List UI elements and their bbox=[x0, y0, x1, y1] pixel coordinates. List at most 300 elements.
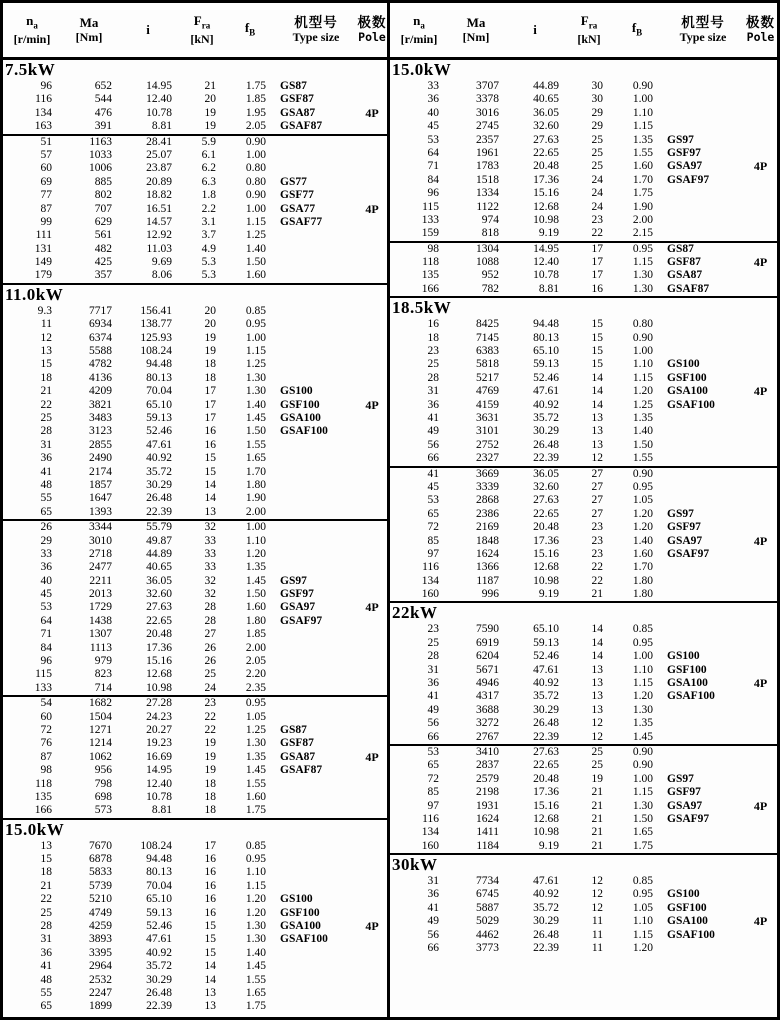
cell-pole bbox=[357, 778, 387, 791]
cell-i: 28.41 bbox=[146, 135, 172, 148]
cell-fb: 1.30 bbox=[245, 385, 266, 398]
table-row bbox=[3, 189, 387, 202]
cell-i: 27.63 bbox=[533, 133, 559, 146]
cell-fb: 1.50 bbox=[245, 256, 266, 269]
cell-fra: 12 bbox=[591, 717, 603, 730]
cell-type-size: GSF87 bbox=[667, 256, 701, 269]
cell-na: 49 bbox=[427, 915, 439, 928]
cell-type-size: GS97 bbox=[667, 772, 694, 785]
cell-fra: 14 bbox=[591, 636, 603, 649]
cell-pole bbox=[744, 107, 777, 120]
cell-type-size: GS97 bbox=[667, 507, 694, 520]
column-header-fra-label: $F_{ra}$ bbox=[193, 12, 211, 31]
cell-i: 70.04 bbox=[146, 879, 172, 892]
column-header-fra bbox=[179, 14, 225, 47]
cell-fb: 1.30 bbox=[245, 737, 266, 750]
cell-fb: 1.85 bbox=[245, 628, 266, 641]
table-row bbox=[3, 521, 387, 534]
table-row bbox=[3, 256, 387, 269]
cell-ma: 573 bbox=[94, 804, 112, 817]
cell-na: 160 bbox=[421, 839, 439, 852]
table-row bbox=[390, 942, 777, 955]
cell-fb: 1.85 bbox=[245, 93, 266, 106]
cell-i: 9.19 bbox=[538, 227, 559, 240]
cell-fb: 1.00 bbox=[632, 650, 653, 663]
cell-na: 118 bbox=[35, 777, 52, 790]
cell-i: 16.51 bbox=[146, 202, 172, 215]
cell-i: 36.05 bbox=[533, 106, 559, 119]
data-block bbox=[390, 466, 777, 602]
table-row bbox=[3, 358, 387, 371]
cell-i: 40.92 bbox=[533, 398, 559, 411]
cell-fra: 25 bbox=[591, 133, 603, 146]
column-header-ma-unit: [Nm] bbox=[75, 30, 103, 44]
cell-na: 36 bbox=[427, 888, 439, 901]
cell-fra: 23 bbox=[591, 534, 603, 547]
cell-fb: 1.40 bbox=[245, 946, 266, 959]
cell-fra: 15 bbox=[204, 920, 216, 933]
cell-ma: 544 bbox=[94, 93, 112, 106]
cell-i: 156.41 bbox=[140, 304, 172, 317]
cell-fb: 1.65 bbox=[245, 987, 266, 999]
cell-na: 54 bbox=[40, 697, 52, 710]
cell-fb: 1.35 bbox=[632, 717, 653, 730]
cell-pole bbox=[357, 880, 387, 893]
cell-na: 66 bbox=[427, 730, 439, 743]
cell-fra: 19 bbox=[204, 750, 216, 763]
cell-ma: 6204 bbox=[476, 650, 499, 663]
cell-pole bbox=[744, 283, 777, 296]
cell-na: 115 bbox=[35, 668, 52, 681]
cell-ma: 2837 bbox=[476, 759, 499, 772]
cell-ma: 1624 bbox=[476, 547, 499, 560]
cell-fra: 3.7 bbox=[201, 229, 216, 242]
cell-ma: 1518 bbox=[476, 173, 499, 186]
column-header-pole-label: 极数 bbox=[357, 15, 387, 30]
cell-type-size: GSAF77 bbox=[280, 215, 323, 228]
cell-fra: 24 bbox=[591, 200, 603, 213]
cell-fb: 1.70 bbox=[632, 561, 653, 574]
column-header-fb-subscript: B bbox=[249, 27, 256, 38]
cell-fb: 0.90 bbox=[632, 467, 653, 480]
cell-fra: 14 bbox=[591, 398, 603, 411]
cell-fra: 33 bbox=[204, 534, 216, 547]
table-row bbox=[3, 162, 387, 175]
cell-i: 27.28 bbox=[146, 697, 172, 710]
cell-type-size bbox=[275, 711, 357, 724]
cell-fra: 15 bbox=[204, 933, 216, 946]
cell-type-size: GS100 bbox=[280, 385, 313, 398]
cell-ma: 391 bbox=[94, 120, 112, 133]
cell-na: 85 bbox=[427, 534, 439, 547]
cell-ma: 3669 bbox=[476, 467, 499, 480]
cell-pole bbox=[357, 93, 387, 106]
section-title: 15.0kW bbox=[5, 819, 65, 839]
cell-ma: 1504 bbox=[89, 710, 112, 723]
cell-fra: 14 bbox=[204, 960, 216, 973]
cell-i: 12.40 bbox=[146, 93, 172, 106]
cell-fb: 0.95 bbox=[245, 697, 266, 710]
cell-type-size: GS100 bbox=[280, 893, 313, 906]
cell-type-size: GS100 bbox=[667, 888, 700, 901]
column-header-type-label: 机型号 bbox=[294, 15, 338, 30]
cell-type-size bbox=[275, 987, 357, 1000]
table-row bbox=[390, 929, 777, 942]
cell-ma: 4317 bbox=[476, 690, 499, 703]
cell-fb: 1.55 bbox=[245, 777, 266, 790]
cell-fb: 1.15 bbox=[632, 256, 653, 269]
column-header-na-unit: [r/min] bbox=[400, 32, 438, 47]
cell-ma: 8425 bbox=[476, 318, 499, 331]
cell-ma: 2247 bbox=[89, 987, 112, 999]
cell-type-size bbox=[662, 468, 744, 481]
cell-i: 52.46 bbox=[533, 371, 559, 384]
cell-ma: 1899 bbox=[89, 1000, 112, 1013]
table-row bbox=[3, 332, 387, 345]
cell-na: 60 bbox=[40, 162, 52, 175]
cell-na: 9.3 bbox=[37, 304, 52, 317]
cell-na: 96 bbox=[40, 655, 52, 668]
cell-type-size bbox=[275, 318, 357, 331]
cell-i: 80.13 bbox=[146, 371, 172, 384]
cell-fb: 1.20 bbox=[632, 385, 653, 398]
cell-fra: 11 bbox=[591, 915, 603, 928]
cell-pole bbox=[744, 942, 777, 955]
cell-pole bbox=[744, 650, 777, 663]
cell-na: 56 bbox=[427, 438, 439, 451]
cell-fb: 1.00 bbox=[632, 345, 653, 358]
table-row bbox=[3, 492, 387, 505]
cell-fb: 1.75 bbox=[632, 839, 653, 852]
table-row bbox=[390, 677, 777, 690]
table-row bbox=[390, 561, 777, 574]
cell-na: 66 bbox=[427, 942, 439, 955]
cell-ma: 782 bbox=[481, 282, 499, 295]
cell-pole bbox=[357, 668, 387, 681]
cell-ma: 561 bbox=[94, 229, 112, 242]
cell-ma: 3410 bbox=[476, 745, 499, 758]
table-row bbox=[3, 425, 387, 438]
cell-fra: 12 bbox=[591, 888, 603, 901]
cell-ma: 1214 bbox=[89, 737, 112, 750]
cell-fb: 1.10 bbox=[632, 915, 653, 928]
cell-type-size bbox=[275, 628, 357, 641]
column-header-na-subscript: a bbox=[33, 20, 38, 31]
cell-ma: 1122 bbox=[476, 200, 499, 213]
cell-i: 14.57 bbox=[146, 215, 172, 228]
cell-na: 116 bbox=[422, 561, 439, 574]
cell-fra: 29 bbox=[591, 106, 603, 119]
cell-fb: 1.20 bbox=[245, 906, 266, 919]
cell-na: 66 bbox=[427, 452, 439, 465]
power-section-15-0kW bbox=[390, 60, 777, 296]
cell-pole bbox=[357, 136, 387, 149]
cell-pole bbox=[357, 149, 387, 162]
cell-ma: 5887 bbox=[476, 901, 499, 914]
cell-fb: 1.20 bbox=[632, 942, 653, 955]
cell-fb: 1.80 bbox=[632, 588, 653, 601]
cell-i: 65.10 bbox=[146, 893, 172, 906]
cell-fra: 5.3 bbox=[201, 269, 216, 282]
cell-i: 12.68 bbox=[533, 561, 559, 574]
column-header-fra-unit: [kN] bbox=[577, 32, 601, 47]
cell-type-size: GSA100 bbox=[280, 411, 321, 424]
column-header-type-label: 机型号 bbox=[681, 15, 725, 30]
cell-pole bbox=[357, 452, 387, 465]
cell-type-size: GSAF100 bbox=[280, 933, 328, 946]
column-header-ma bbox=[61, 16, 117, 44]
cell-type-size bbox=[275, 778, 357, 791]
table-row bbox=[390, 120, 777, 133]
cell-i: 15.16 bbox=[533, 547, 559, 560]
cell-na: 40 bbox=[427, 106, 439, 119]
cell-fra: 16 bbox=[591, 282, 603, 295]
cell-type-size bbox=[275, 655, 357, 668]
cell-type-size bbox=[662, 214, 744, 227]
cell-pole bbox=[357, 588, 387, 601]
cell-ma: 4259 bbox=[89, 920, 112, 933]
cell-type-size bbox=[662, 201, 744, 214]
cell-i: 20.27 bbox=[146, 723, 172, 736]
cell-fra: 1.8 bbox=[201, 189, 216, 202]
cell-fra: 22 bbox=[204, 710, 216, 723]
table-row bbox=[390, 800, 777, 813]
table-row bbox=[390, 425, 777, 438]
table-row bbox=[3, 737, 387, 750]
table-row bbox=[390, 548, 777, 561]
table-row bbox=[390, 318, 777, 331]
cell-fra: 14 bbox=[591, 623, 603, 636]
cell-fb: 1.15 bbox=[632, 677, 653, 690]
cell-i: 30.29 bbox=[146, 478, 172, 491]
cell-type-size: GSF97 bbox=[667, 521, 701, 534]
cell-i: 40.92 bbox=[146, 452, 172, 465]
cell-type-size bbox=[662, 227, 744, 240]
cell-na: 135 bbox=[421, 269, 439, 282]
cell-i: 10.78 bbox=[533, 269, 559, 282]
cell-i: 16.69 bbox=[146, 750, 172, 763]
cell-i: 40.92 bbox=[533, 677, 559, 690]
cell-fra: 6.2 bbox=[201, 162, 216, 175]
cell-type-size bbox=[275, 866, 357, 879]
cell-na: 134 bbox=[421, 574, 439, 587]
cell-i: 15.16 bbox=[533, 799, 559, 812]
cell-type-size: GSA100 bbox=[667, 677, 708, 690]
cell-na: 25 bbox=[40, 411, 52, 424]
cell-na: 53 bbox=[427, 745, 439, 758]
cell-fra: 12 bbox=[591, 452, 603, 465]
cell-fb: 1.75 bbox=[245, 804, 266, 817]
table-row bbox=[3, 960, 387, 973]
cell-fra: 25 bbox=[591, 146, 603, 159]
table-row bbox=[3, 216, 387, 229]
cell-i: 15.16 bbox=[146, 655, 172, 668]
cell-fb: 1.15 bbox=[632, 371, 653, 384]
cell-ma: 2174 bbox=[89, 465, 112, 478]
cell-pole bbox=[744, 93, 777, 106]
cell-fb: 1.45 bbox=[245, 411, 266, 424]
cell-ma: 4782 bbox=[89, 358, 112, 371]
cell-fb: 0.85 bbox=[632, 623, 653, 636]
cell-fra: 13 bbox=[591, 438, 603, 451]
cell-type-size: GSF100 bbox=[280, 398, 320, 411]
cell-type-size bbox=[662, 93, 744, 106]
cell-type-size bbox=[275, 479, 357, 492]
cell-fb: 1.40 bbox=[632, 534, 653, 547]
power-section-15-0kW bbox=[3, 818, 387, 1014]
cell-fra: 24 bbox=[591, 173, 603, 186]
table-row bbox=[3, 791, 387, 804]
column-header-fra bbox=[566, 14, 612, 47]
cell-i: 52.46 bbox=[533, 650, 559, 663]
cell-fra: 27 bbox=[204, 628, 216, 641]
cell-na: 72 bbox=[40, 723, 52, 736]
cell-type-size bbox=[275, 947, 357, 960]
cell-fra: 17 bbox=[204, 839, 216, 852]
cell-i: 44.89 bbox=[146, 547, 172, 560]
table-row bbox=[3, 561, 387, 574]
cell-na: 48 bbox=[40, 973, 52, 986]
cell-fb: 0.85 bbox=[632, 875, 653, 888]
cell-fb: 1.10 bbox=[632, 106, 653, 119]
cell-i: 55.79 bbox=[146, 521, 172, 534]
cell-pole bbox=[744, 134, 777, 147]
cell-pole bbox=[744, 548, 777, 561]
cell-fb: 1.60 bbox=[245, 790, 266, 803]
cell-ma: 4946 bbox=[476, 677, 499, 690]
cell-pole bbox=[357, 853, 387, 866]
table-row bbox=[390, 637, 777, 650]
cell-i: 59.13 bbox=[533, 358, 559, 371]
table-row bbox=[3, 575, 387, 588]
table-row bbox=[3, 751, 387, 764]
cell-i: 14.95 bbox=[146, 764, 172, 777]
cell-pole bbox=[744, 345, 777, 358]
cell-na: 40 bbox=[40, 574, 52, 587]
cell-pole bbox=[357, 521, 387, 534]
cell-ma: 4209 bbox=[89, 385, 112, 398]
cell-pole bbox=[744, 399, 777, 412]
cell-fb: 1.65 bbox=[632, 826, 653, 839]
cell-ma: 707 bbox=[94, 202, 112, 215]
table-row bbox=[3, 176, 387, 189]
table-row bbox=[3, 711, 387, 724]
cell-ma: 1438 bbox=[89, 614, 112, 627]
table-row bbox=[390, 439, 777, 452]
table-row bbox=[3, 628, 387, 641]
cell-na: 28 bbox=[427, 650, 439, 663]
cell-pole bbox=[744, 929, 777, 942]
cell-na: 71 bbox=[427, 160, 439, 173]
cell-fra: 29 bbox=[591, 120, 603, 133]
table-row bbox=[390, 269, 777, 282]
cell-pole bbox=[744, 746, 777, 759]
cell-pole bbox=[744, 623, 777, 636]
table-row bbox=[3, 107, 387, 120]
cell-pole bbox=[357, 933, 387, 946]
cell-fb: 1.30 bbox=[632, 282, 653, 295]
table-row bbox=[390, 888, 777, 901]
cell-fb: 1.20 bbox=[245, 547, 266, 560]
cell-type-size: GSA87 bbox=[280, 750, 316, 763]
cell-i: 26.48 bbox=[533, 928, 559, 941]
cell-ma: 5671 bbox=[476, 663, 499, 676]
table-row bbox=[390, 690, 777, 703]
cell-i: 52.46 bbox=[146, 920, 172, 933]
cell-ma: 5833 bbox=[89, 866, 112, 879]
cell-pole bbox=[357, 960, 387, 973]
cell-fb: 1.25 bbox=[245, 229, 266, 242]
cell-type-size bbox=[275, 697, 357, 710]
cell-i: 17.36 bbox=[146, 641, 172, 654]
cell-na: 149 bbox=[34, 256, 52, 269]
cell-fb: 0.95 bbox=[632, 242, 653, 255]
cell-i: 19.23 bbox=[146, 737, 172, 750]
cell-type-size bbox=[275, 974, 357, 987]
cell-pole bbox=[744, 521, 777, 534]
cell-fra: 24 bbox=[204, 681, 216, 694]
cell-na: 31 bbox=[427, 875, 439, 888]
cell-ma: 698 bbox=[94, 790, 112, 803]
cell-pole bbox=[744, 269, 777, 282]
cell-i: 40.92 bbox=[146, 946, 172, 959]
cell-na: 36 bbox=[427, 93, 439, 106]
cell-fra: 13 bbox=[204, 1000, 216, 1013]
cell-pole: 4P bbox=[365, 398, 379, 412]
cell-fb: 0.85 bbox=[245, 304, 266, 317]
cell-fb: 1.80 bbox=[245, 614, 266, 627]
cell-ma: 952 bbox=[481, 269, 499, 282]
cell-pole: 4P bbox=[753, 915, 768, 929]
cell-i: 59.13 bbox=[146, 906, 172, 919]
cell-pole: 4P bbox=[365, 202, 379, 216]
table-row bbox=[3, 120, 387, 133]
data-block bbox=[390, 744, 777, 853]
table-row bbox=[390, 385, 777, 398]
cell-i: 8.06 bbox=[151, 269, 172, 282]
table-row bbox=[3, 907, 387, 920]
cell-i: 12.68 bbox=[533, 812, 559, 825]
cell-pole bbox=[744, 875, 777, 888]
cell-na: 33 bbox=[40, 547, 52, 560]
cell-fb: 1.15 bbox=[245, 215, 266, 228]
cell-i: 47.61 bbox=[533, 663, 559, 676]
cell-fra: 26 bbox=[204, 641, 216, 654]
cell-na: 18 bbox=[40, 866, 52, 879]
cell-ma: 1088 bbox=[476, 256, 499, 269]
cell-fra: 22 bbox=[591, 574, 603, 587]
table-row bbox=[390, 508, 777, 521]
cell-type-size bbox=[275, 466, 357, 479]
cell-type-size bbox=[662, 494, 744, 507]
cell-ma: 4769 bbox=[476, 385, 499, 398]
cell-fra: 19 bbox=[591, 772, 603, 785]
data-block bbox=[3, 695, 387, 818]
cell-ma: 2357 bbox=[476, 133, 499, 146]
cell-na: 97 bbox=[427, 799, 439, 812]
data-block bbox=[3, 134, 387, 283]
table-row bbox=[3, 269, 387, 282]
cell-pole bbox=[357, 332, 387, 345]
cell-fb: 1.40 bbox=[245, 242, 266, 255]
cell-fb: 0.95 bbox=[632, 636, 653, 649]
cell-fra: 21 bbox=[591, 839, 603, 852]
table-row bbox=[390, 93, 777, 106]
cell-type-size bbox=[662, 318, 744, 331]
table-row bbox=[3, 439, 387, 452]
table-row bbox=[390, 147, 777, 160]
cell-pole bbox=[744, 508, 777, 521]
